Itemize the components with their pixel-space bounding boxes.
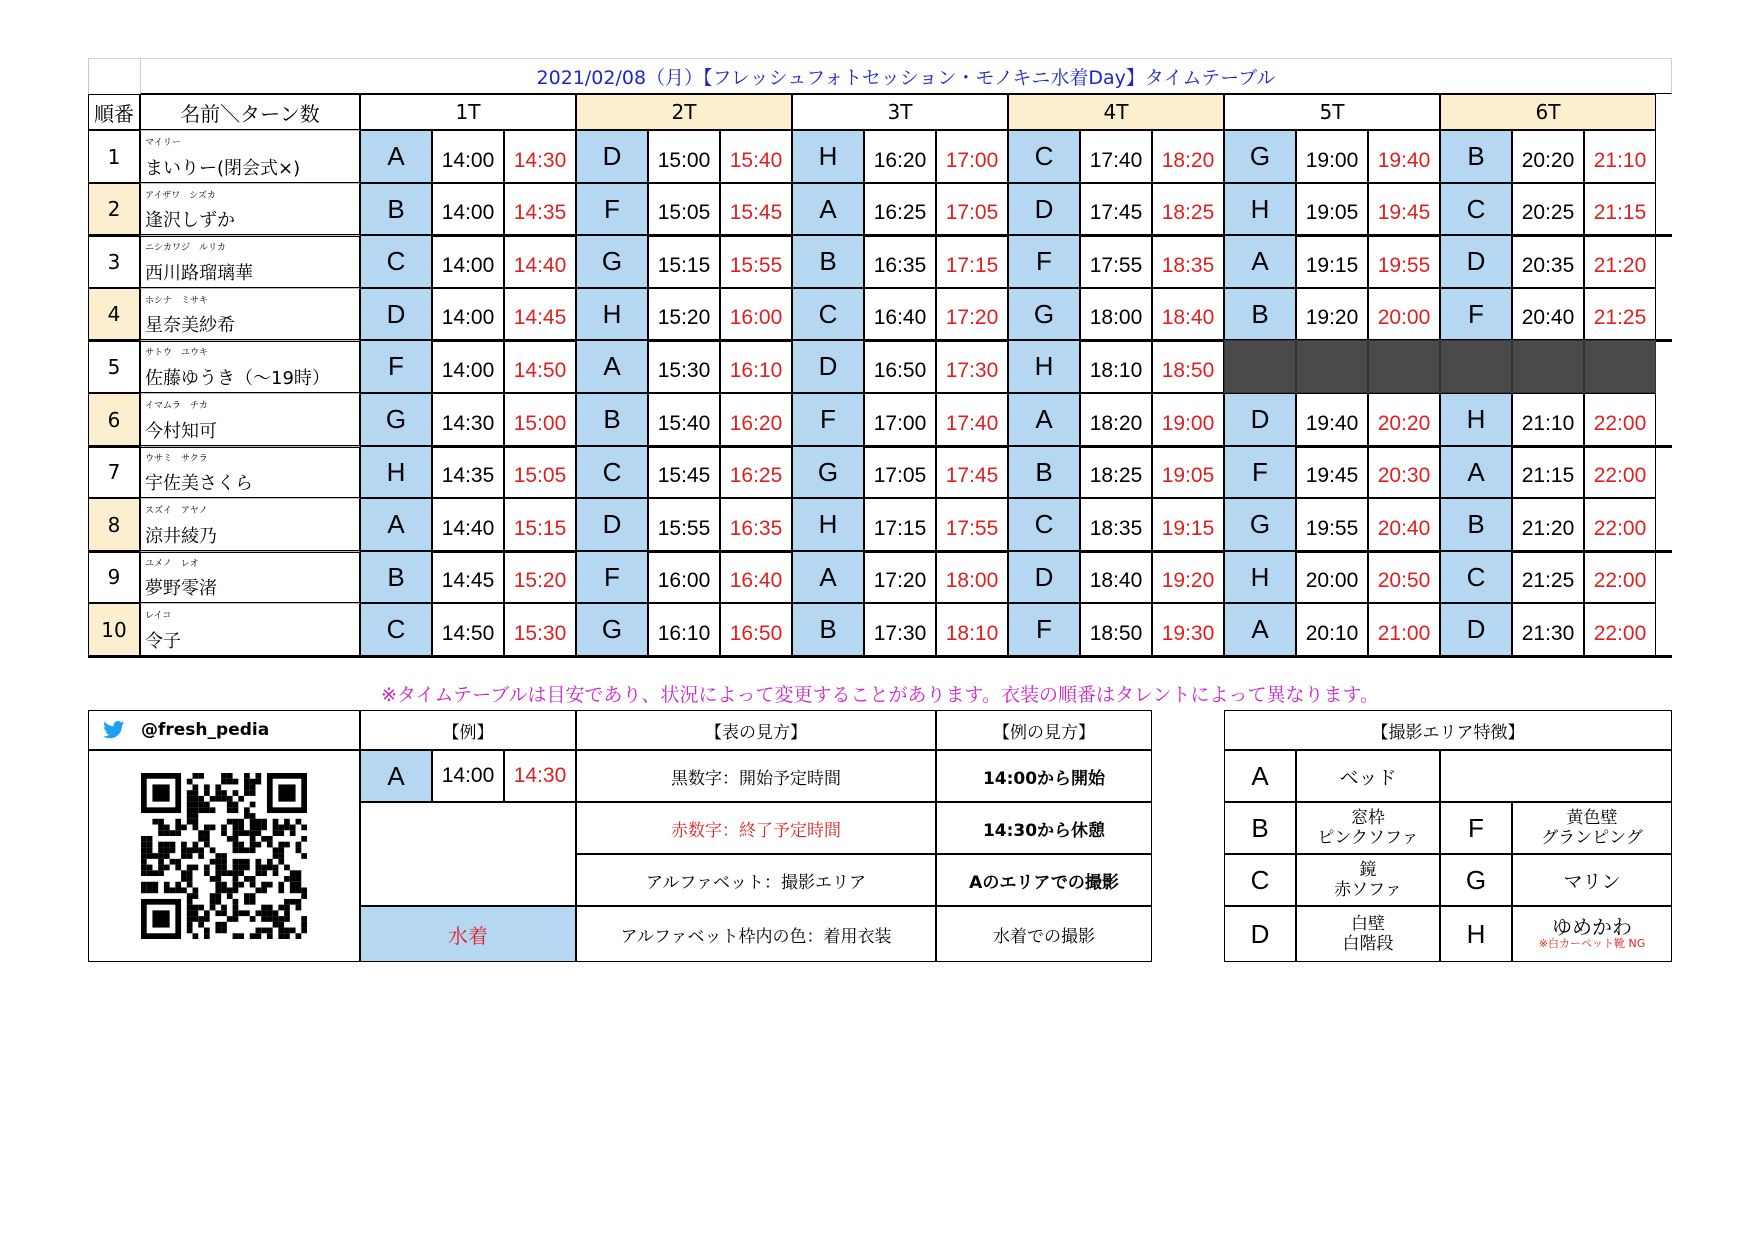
end-time-cell: 17:30 xyxy=(936,340,1008,393)
area-letter-cell: D xyxy=(1224,393,1296,446)
area-B-desc xyxy=(1296,802,1440,854)
end-time-cell: 16:40 xyxy=(720,551,792,603)
area-letter-cell: D xyxy=(792,340,864,393)
start-time-cell: 18:00 xyxy=(1080,288,1152,340)
end-time-cell: 16:10 xyxy=(720,340,792,393)
start-time-cell: 18:40 xyxy=(1080,551,1152,603)
start-time-cell: 14:30 xyxy=(432,393,504,446)
end-time-cell: 17:45 xyxy=(936,446,1008,498)
area-letter-cell: D xyxy=(1440,235,1512,288)
area-letter-cell: C xyxy=(1440,183,1512,235)
talent-name: 令子 xyxy=(145,631,181,652)
area-H-desc xyxy=(1512,906,1672,962)
area-C-desc xyxy=(1296,854,1440,906)
start-time-cell: 16:50 xyxy=(864,340,936,393)
unavailable-cell xyxy=(1296,340,1368,393)
talent-kana: レイコ xyxy=(145,611,172,621)
area-letter-cell: D xyxy=(1008,551,1080,603)
area-letter-cell: F xyxy=(1008,603,1080,656)
talent-kana: ユメノ レオ xyxy=(145,559,199,569)
unavailable-cell xyxy=(1440,340,1512,393)
start-time-cell: 19:40 xyxy=(1296,393,1368,446)
row-number: 3 xyxy=(88,235,140,288)
area-letter-cell: G xyxy=(576,603,648,656)
end-time-cell: 22:00 xyxy=(1584,446,1656,498)
start-time-cell: 15:40 xyxy=(648,393,720,446)
area-D-desc xyxy=(1296,906,1440,962)
area-letter-cell: H xyxy=(1440,393,1512,446)
area-letter-cell: A xyxy=(792,551,864,603)
row-number: 5 xyxy=(88,340,140,393)
header-name: 名前＼ターン数 xyxy=(140,94,360,130)
talent-kana: イマムラ チカ xyxy=(145,401,208,411)
end-time-cell: 17:20 xyxy=(936,288,1008,340)
legend-example-text: 水着での撮影 xyxy=(936,906,1152,962)
area-letter-cell: B xyxy=(1440,498,1512,551)
legend-example-header: 【例】 xyxy=(360,710,576,750)
start-time-cell: 17:20 xyxy=(864,551,936,603)
area-letter-cell: B xyxy=(792,603,864,656)
end-time-cell: 18:50 xyxy=(1152,340,1224,393)
area-letter-cell: A xyxy=(1440,446,1512,498)
area-letter-cell: H xyxy=(1008,340,1080,393)
start-time-cell: 21:25 xyxy=(1512,551,1584,603)
end-time-cell: 16:25 xyxy=(720,446,792,498)
end-time-cell: 18:20 xyxy=(1152,130,1224,183)
start-time-cell: 20:25 xyxy=(1512,183,1584,235)
area-letter-cell: A xyxy=(576,340,648,393)
turn-header-4: 4T xyxy=(1008,94,1224,130)
area-H-note: ※白カーペット靴 NG xyxy=(1538,937,1646,950)
area-G-letter: G xyxy=(1440,854,1512,906)
unavailable-cell xyxy=(1584,340,1656,393)
area-letter-cell: C xyxy=(1008,498,1080,551)
area-letter-cell: A xyxy=(1224,235,1296,288)
start-time-cell: 17:30 xyxy=(864,603,936,656)
area-letter-cell: G xyxy=(576,235,648,288)
legend-howto-text: アルファベット：撮影エリア xyxy=(576,854,936,906)
area-letter-cell: G xyxy=(1224,498,1296,551)
talent-name-cell xyxy=(140,340,360,393)
area-letter-cell: G xyxy=(1008,288,1080,340)
start-time-cell: 15:00 xyxy=(648,130,720,183)
start-time-cell: 20:00 xyxy=(1296,551,1368,603)
area-letter-cell: D xyxy=(1440,603,1512,656)
start-time-cell: 15:30 xyxy=(648,340,720,393)
start-time-cell: 14:45 xyxy=(432,551,504,603)
talent-kana: サトウ ユウキ xyxy=(145,348,209,358)
area-C-line1: 鏡 xyxy=(1359,860,1377,880)
start-time-cell: 14:00 xyxy=(432,235,504,288)
end-time-cell: 14:50 xyxy=(504,340,576,393)
qr-code-icon[interactable] xyxy=(141,773,307,939)
end-time-cell: 21:00 xyxy=(1368,603,1440,656)
area-letter-cell: D xyxy=(1008,183,1080,235)
end-time-cell: 17:05 xyxy=(936,183,1008,235)
area-letter-cell: H xyxy=(1224,183,1296,235)
talent-kana: ウサミ サクラ xyxy=(145,454,208,464)
area-C-line2: 赤ソファ xyxy=(1334,880,1402,900)
start-time-cell: 17:45 xyxy=(1080,183,1152,235)
area-D-line1: 白壁 xyxy=(1351,914,1385,934)
legend-example-howto-header: 【例の見方】 xyxy=(936,710,1152,750)
start-time-cell: 18:25 xyxy=(1080,446,1152,498)
area-letter-cell: F xyxy=(576,183,648,235)
twitter-bird-icon xyxy=(103,721,125,739)
end-time-cell: 14:45 xyxy=(504,288,576,340)
area-letter-cell: C xyxy=(360,235,432,288)
turn-header-3: 3T xyxy=(792,94,1008,130)
area-A-blank xyxy=(1440,750,1672,802)
area-F-line2: グランピング xyxy=(1541,828,1643,848)
end-time-cell: 15:00 xyxy=(504,393,576,446)
start-time-cell: 17:00 xyxy=(864,393,936,446)
end-time-cell: 20:50 xyxy=(1368,551,1440,603)
area-letter-cell: C xyxy=(792,288,864,340)
end-time-cell: 20:40 xyxy=(1368,498,1440,551)
end-time-cell: 19:00 xyxy=(1152,393,1224,446)
area-letter-cell: H xyxy=(792,130,864,183)
end-time-cell: 18:00 xyxy=(936,551,1008,603)
start-time-cell: 15:05 xyxy=(648,183,720,235)
start-time-cell: 19:55 xyxy=(1296,498,1368,551)
area-letter-cell: G xyxy=(360,393,432,446)
end-time-cell: 19:30 xyxy=(1152,603,1224,656)
end-time-cell: 18:35 xyxy=(1152,235,1224,288)
start-time-cell: 16:40 xyxy=(864,288,936,340)
talent-name: 夢野零渚 xyxy=(145,578,217,599)
start-time-cell: 16:20 xyxy=(864,130,936,183)
area-letter-cell: F xyxy=(1224,446,1296,498)
area-F-letter: F xyxy=(1440,802,1512,854)
talent-kana: ニシカワジ ルリカ xyxy=(145,243,226,253)
start-time-cell: 21:10 xyxy=(1512,393,1584,446)
end-time-cell: 15:15 xyxy=(504,498,576,551)
start-time-cell: 17:15 xyxy=(864,498,936,551)
talent-name-cell xyxy=(140,603,360,656)
start-time-cell: 14:35 xyxy=(432,446,504,498)
legend-example-area: A xyxy=(360,750,432,802)
legend-howto-text: 赤数字：終了予定時間 xyxy=(576,802,936,854)
talent-name: 今村知可 xyxy=(145,421,217,442)
talent-kana: ホシナ ミサキ xyxy=(145,296,209,306)
area-D-line2: 白階段 xyxy=(1342,934,1394,954)
end-time-cell: 18:25 xyxy=(1152,183,1224,235)
turn-header-5: 5T xyxy=(1224,94,1440,130)
end-time-cell: 15:55 xyxy=(720,235,792,288)
area-letter-cell: H xyxy=(360,446,432,498)
end-time-cell: 17:00 xyxy=(936,130,1008,183)
area-letter-cell: B xyxy=(1440,130,1512,183)
area-letter-cell: D xyxy=(360,288,432,340)
area-letter-cell: H xyxy=(1224,551,1296,603)
start-time-cell: 16:00 xyxy=(648,551,720,603)
area-B-line1: 窓枠 xyxy=(1351,808,1385,828)
area-C-letter: C xyxy=(1224,854,1296,906)
area-letter-cell: G xyxy=(1224,130,1296,183)
area-letter-cell: F xyxy=(1008,235,1080,288)
end-time-cell: 19:55 xyxy=(1368,235,1440,288)
row-number: 1 xyxy=(88,130,140,183)
legend-example-end: 14:30 xyxy=(504,750,576,802)
start-time-cell: 18:10 xyxy=(1080,340,1152,393)
end-time-cell: 19:40 xyxy=(1368,130,1440,183)
start-time-cell: 17:40 xyxy=(1080,130,1152,183)
talent-name: 星奈美紗希 xyxy=(145,315,235,336)
end-time-cell: 21:20 xyxy=(1584,235,1656,288)
area-letter-cell: C xyxy=(1008,130,1080,183)
end-time-cell: 15:45 xyxy=(720,183,792,235)
row-number: 7 xyxy=(88,446,140,498)
legend-example-blank xyxy=(360,802,576,906)
table-title: 2021/02/08（月）【フレッシュフォトセッション・モノキニ水着Day】タイムテーブル xyxy=(140,58,1672,94)
end-time-cell: 17:15 xyxy=(936,235,1008,288)
end-time-cell: 22:00 xyxy=(1584,393,1656,446)
area-letter-cell: B xyxy=(1224,288,1296,340)
start-time-cell: 19:05 xyxy=(1296,183,1368,235)
start-time-cell: 20:40 xyxy=(1512,288,1584,340)
area-letter-cell: A xyxy=(1008,393,1080,446)
start-time-cell: 14:40 xyxy=(432,498,504,551)
legend-example-text: Aのエリアでの撮影 xyxy=(936,854,1152,906)
end-time-cell: 21:25 xyxy=(1584,288,1656,340)
end-time-cell: 14:30 xyxy=(504,130,576,183)
area-letter-cell: A xyxy=(1224,603,1296,656)
start-time-cell: 18:50 xyxy=(1080,603,1152,656)
start-time-cell: 19:45 xyxy=(1296,446,1368,498)
talent-kana: マイリー xyxy=(145,138,181,148)
end-time-cell: 19:20 xyxy=(1152,551,1224,603)
turn-header-6: 6T xyxy=(1440,94,1656,130)
end-time-cell: 18:10 xyxy=(936,603,1008,656)
start-time-cell: 16:10 xyxy=(648,603,720,656)
area-letter-cell: A xyxy=(360,130,432,183)
area-F-desc xyxy=(1512,802,1672,854)
start-time-cell: 20:35 xyxy=(1512,235,1584,288)
talent-name: 逢沢しずか xyxy=(145,210,235,231)
area-F-line1: 黄色壁 xyxy=(1566,808,1618,828)
end-time-cell: 15:05 xyxy=(504,446,576,498)
start-time-cell: 16:35 xyxy=(864,235,936,288)
talent-kana: スズイ アヤノ xyxy=(145,506,208,516)
area-B-line2: ピンクソファ xyxy=(1317,828,1419,848)
end-time-cell: 15:20 xyxy=(504,551,576,603)
start-time-cell: 19:15 xyxy=(1296,235,1368,288)
talent-name-cell xyxy=(140,551,360,603)
end-time-cell: 20:30 xyxy=(1368,446,1440,498)
twitter-row[interactable] xyxy=(88,710,360,750)
start-time-cell: 14:00 xyxy=(432,340,504,393)
start-time-cell: 21:15 xyxy=(1512,446,1584,498)
end-time-cell: 22:00 xyxy=(1584,498,1656,551)
talent-name-cell xyxy=(140,446,360,498)
row-number: 4 xyxy=(88,288,140,340)
talent-name: 涼井綾乃 xyxy=(145,526,217,547)
start-time-cell: 17:55 xyxy=(1080,235,1152,288)
area-letter-cell: F xyxy=(360,340,432,393)
end-time-cell: 14:35 xyxy=(504,183,576,235)
area-letter-cell: B xyxy=(576,393,648,446)
row-number: 10 xyxy=(88,603,140,656)
area-letter-cell: A xyxy=(792,183,864,235)
area-letter-cell: B xyxy=(1008,446,1080,498)
start-time-cell: 14:00 xyxy=(432,288,504,340)
area-letter-cell: A xyxy=(360,498,432,551)
area-letter-cell: H xyxy=(576,288,648,340)
end-time-cell: 16:00 xyxy=(720,288,792,340)
area-H-line1: ゆめかわ xyxy=(1552,915,1632,939)
start-time-cell: 17:05 xyxy=(864,446,936,498)
talent-name-cell xyxy=(140,130,360,183)
area-letter-cell: B xyxy=(360,183,432,235)
pair-divider xyxy=(88,655,1672,658)
start-time-cell: 15:45 xyxy=(648,446,720,498)
legend-howto-header: 【表の見方】 xyxy=(576,710,936,750)
header-order: 順番 xyxy=(88,94,140,130)
end-time-cell: 21:15 xyxy=(1584,183,1656,235)
start-time-cell: 15:20 xyxy=(648,288,720,340)
end-time-cell: 20:20 xyxy=(1368,393,1440,446)
area-letter-cell: F xyxy=(1440,288,1512,340)
row-number: 9 xyxy=(88,551,140,603)
start-time-cell: 18:20 xyxy=(1080,393,1152,446)
end-time-cell: 18:40 xyxy=(1152,288,1224,340)
talent-name: 佐藤ゆうき（～19時） xyxy=(145,368,330,389)
area-letter-cell: B xyxy=(792,235,864,288)
unavailable-cell xyxy=(1368,340,1440,393)
legend-howto-text: アルファベット枠内の色：着用衣装 xyxy=(576,906,936,962)
start-time-cell: 15:15 xyxy=(648,235,720,288)
start-time-cell: 14:00 xyxy=(432,183,504,235)
twitter-handle[interactable]: @fresh_pedia xyxy=(141,720,270,740)
area-G-desc: マリン xyxy=(1512,854,1672,906)
area-A-letter: A xyxy=(1224,750,1296,802)
legend-howto-text: 黒数字：開始予定時間 xyxy=(576,750,936,802)
area-letter-cell: F xyxy=(576,551,648,603)
end-time-cell: 16:20 xyxy=(720,393,792,446)
title-corner xyxy=(88,58,140,94)
area-D-letter: D xyxy=(1224,906,1296,962)
legend-example-text: 14:00から開始 xyxy=(936,750,1152,802)
talent-name: 宇佐美さくら xyxy=(145,473,253,494)
unavailable-cell xyxy=(1224,340,1296,393)
end-time-cell: 20:00 xyxy=(1368,288,1440,340)
legend-example-text: 14:30から休憩 xyxy=(936,802,1152,854)
start-time-cell: 21:20 xyxy=(1512,498,1584,551)
start-time-cell: 15:55 xyxy=(648,498,720,551)
area-letter-cell: C xyxy=(360,603,432,656)
start-time-cell: 19:00 xyxy=(1296,130,1368,183)
start-time-cell: 14:50 xyxy=(432,603,504,656)
end-time-cell: 19:15 xyxy=(1152,498,1224,551)
turn-header-2: 2T xyxy=(576,94,792,130)
area-letter-cell: H xyxy=(792,498,864,551)
legend-swimsuit-swatch: 水着 xyxy=(360,906,576,962)
talent-name-cell xyxy=(140,235,360,288)
talent-name: まいりー(閉会式×) xyxy=(145,158,301,179)
unavailable-cell xyxy=(1512,340,1584,393)
area-H-letter: H xyxy=(1440,906,1512,962)
end-time-cell: 16:35 xyxy=(720,498,792,551)
end-time-cell: 15:30 xyxy=(504,603,576,656)
qr-code-cell[interactable] xyxy=(88,750,360,962)
end-time-cell: 19:05 xyxy=(1152,446,1224,498)
area-letter-cell: D xyxy=(576,130,648,183)
end-time-cell: 19:45 xyxy=(1368,183,1440,235)
area-letter-cell: G xyxy=(792,446,864,498)
area-letter-cell: B xyxy=(360,551,432,603)
area-letter-cell: C xyxy=(1440,551,1512,603)
end-time-cell: 17:40 xyxy=(936,393,1008,446)
end-time-cell: 15:40 xyxy=(720,130,792,183)
end-time-cell: 22:00 xyxy=(1584,551,1656,603)
areas-header: 【撮影エリア特徴】 xyxy=(1224,710,1672,750)
end-time-cell: 14:40 xyxy=(504,235,576,288)
end-time-cell: 17:55 xyxy=(936,498,1008,551)
row-number: 2 xyxy=(88,183,140,235)
area-letter-cell: F xyxy=(792,393,864,446)
row-number: 6 xyxy=(88,393,140,446)
turn-header-1: 1T xyxy=(360,94,576,130)
legend-example-start: 14:00 xyxy=(432,750,504,802)
row-number: 8 xyxy=(88,498,140,551)
talent-name-cell xyxy=(140,288,360,340)
start-time-cell: 18:35 xyxy=(1080,498,1152,551)
start-time-cell: 21:30 xyxy=(1512,603,1584,656)
start-time-cell: 14:00 xyxy=(432,130,504,183)
area-letter-cell: C xyxy=(576,446,648,498)
start-time-cell: 19:20 xyxy=(1296,288,1368,340)
start-time-cell: 20:20 xyxy=(1512,130,1584,183)
end-time-cell: 21:10 xyxy=(1584,130,1656,183)
talent-kana: アイザワ シズカ xyxy=(145,191,216,201)
talent-name: 西川路瑠璃華 xyxy=(145,263,253,284)
schedule-note: ※タイムテーブルは目安であり、状況によって変更することがあります。衣装の順番はタレントによって異なります。 xyxy=(381,683,1379,706)
area-letter-cell: D xyxy=(576,498,648,551)
end-time-cell: 16:50 xyxy=(720,603,792,656)
timetable-sheet xyxy=(88,58,1672,962)
start-time-cell: 16:25 xyxy=(864,183,936,235)
end-time-cell: 22:00 xyxy=(1584,603,1656,656)
talent-name-cell xyxy=(140,498,360,551)
talent-name-cell xyxy=(140,393,360,446)
talent-name-cell xyxy=(140,183,360,235)
area-B-letter: B xyxy=(1224,802,1296,854)
start-time-cell: 20:10 xyxy=(1296,603,1368,656)
area-A-desc: ベッド xyxy=(1296,750,1440,802)
